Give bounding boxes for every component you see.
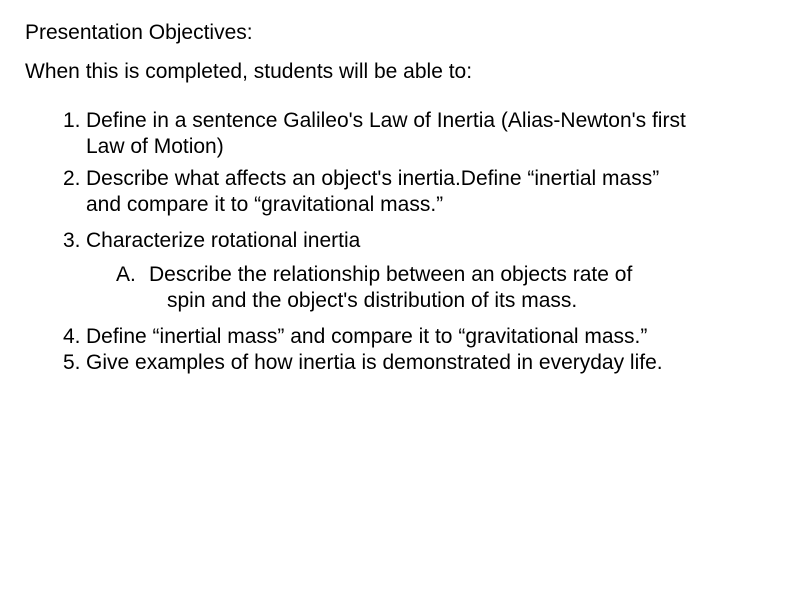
- objective-number: 1.: [63, 109, 81, 132]
- slide-heading: Presentation Objectives:: [25, 21, 253, 44]
- objective-item-4: [63, 324, 783, 350]
- objective-text-line2: Law of Motion): [86, 135, 224, 158]
- slide-intro: When this is completed, students will be able to:: [25, 60, 473, 83]
- objectives-list: [63, 108, 783, 376]
- objective-text-line1: Define in a sentence Galileo's Law of Inertia (Alias-Newton's first: [86, 109, 686, 132]
- sub-item-text-line1: Describe the relationship between an objects rate of: [149, 263, 633, 286]
- objective-text-line1: Define “inertial mass” and compare it to “gravitational mass.”: [86, 325, 648, 348]
- objective-item-5: [63, 350, 783, 376]
- objective-text-line1: Characterize rotational inertia: [86, 229, 361, 252]
- sub-item-text-line2: spin and the object's distribution of its mass.: [167, 289, 578, 312]
- objective-number: 3.: [63, 229, 81, 252]
- objective-text-line1: Describe what affects an object's inertia.Define “inertial mass”: [86, 167, 660, 190]
- objective-text-line2: and compare it to “gravitational mass.”: [86, 193, 444, 216]
- sub-item-letter: A.: [116, 263, 136, 286]
- sub-item-a: [116, 262, 709, 314]
- objective-number: 5.: [63, 351, 81, 374]
- objective-text-line1: Give examples of how inertia is demonstrated in everyday life.: [86, 351, 663, 374]
- objective-number: 2.: [63, 167, 81, 190]
- objective-item-3: [63, 228, 783, 254]
- objective-number: 4.: [63, 325, 81, 348]
- objective-item-2: [63, 166, 783, 218]
- objective-item-1: [63, 108, 783, 160]
